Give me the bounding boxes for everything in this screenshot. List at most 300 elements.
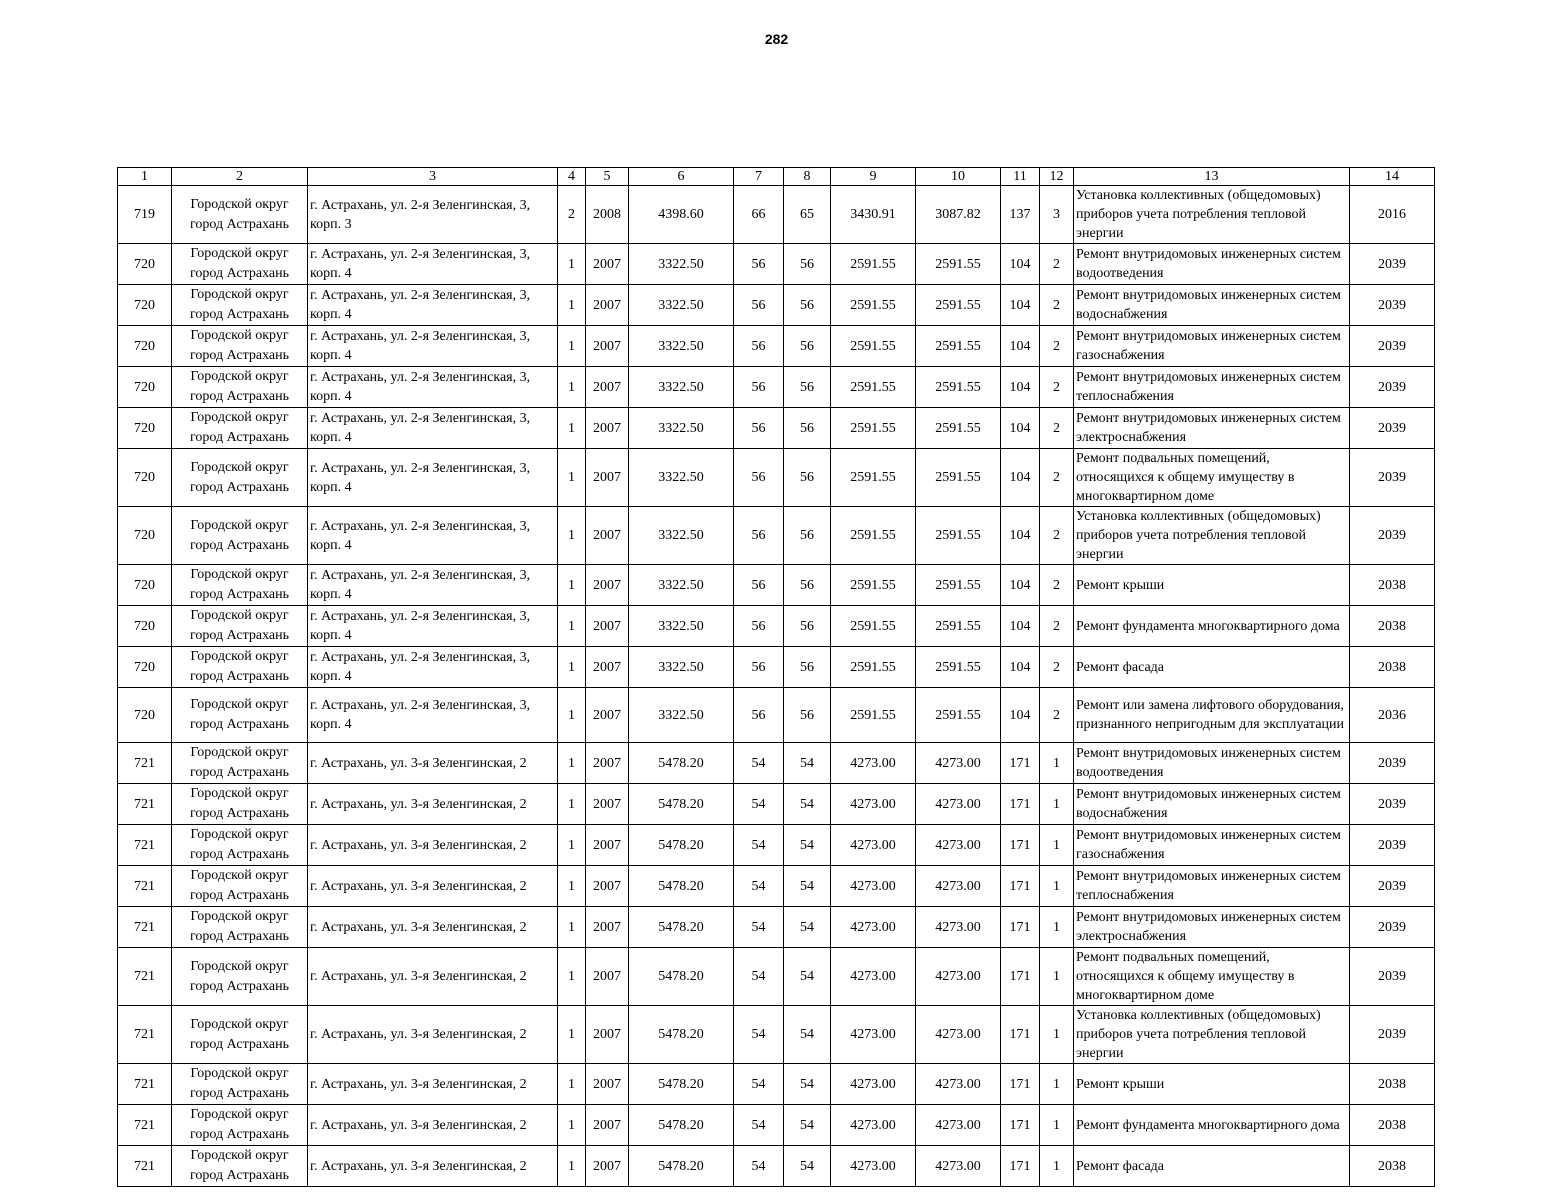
address-cell: г. Астрахань, ул. 2-я Зеленгинская, 3, корп. 4: [308, 647, 558, 688]
work-type-cell: Ремонт внутридомовых инженерных систем водоотведения: [1074, 743, 1350, 784]
work-type-cell: Ремонт фасада: [1074, 1146, 1350, 1187]
col9-cell: 4273.00: [831, 743, 916, 784]
table-row: [118, 244, 1435, 285]
col7-cell: 56: [734, 244, 784, 285]
col11-cell: 104: [1001, 326, 1040, 367]
row-number-cell: 719: [118, 186, 172, 244]
work-type-cell: Ремонт фундамента многоквартирного дома: [1074, 606, 1350, 647]
col7-cell: 54: [734, 1006, 784, 1064]
address-cell: г. Астрахань, ул. 2-я Зеленгинская, 3, корп. 4: [308, 688, 558, 743]
col12-cell: 1: [1040, 907, 1074, 948]
col12-cell: 1: [1040, 825, 1074, 866]
municipality-cell: Городской округ город Астрахань: [172, 186, 308, 244]
col12-cell: 2: [1040, 408, 1074, 449]
col4-cell: 1: [558, 825, 586, 866]
col12-cell: 2: [1040, 688, 1074, 743]
page-number: 282: [764, 31, 789, 47]
year-cell: 2007: [586, 866, 629, 907]
col7-cell: 54: [734, 784, 784, 825]
work-type-cell: Ремонт крыши: [1074, 565, 1350, 606]
year-cell: 2007: [586, 647, 629, 688]
col8-cell: 56: [784, 606, 831, 647]
total-area-cell: 3322.50: [629, 565, 734, 606]
table-row: [118, 565, 1435, 606]
header-cell: 8: [784, 168, 831, 186]
address-cell: г. Астрахань, ул. 2-я Зеленгинская, 3, корп. 4: [308, 285, 558, 326]
header-cell: 10: [916, 168, 1001, 186]
col7-cell: 56: [734, 565, 784, 606]
header-cell: 4: [558, 168, 586, 186]
col8-cell: 54: [784, 825, 831, 866]
row-number-cell: 721: [118, 907, 172, 948]
col10-cell: 4273.00: [916, 1006, 1001, 1064]
row-number-cell: 720: [118, 285, 172, 326]
col8-cell: 54: [784, 1105, 831, 1146]
row-number-cell: 720: [118, 449, 172, 507]
col7-cell: 56: [734, 647, 784, 688]
address-cell: г. Астрахань, ул. 3-я Зеленгинская, 2: [308, 866, 558, 907]
table-row: [118, 507, 1435, 565]
col4-cell: 1: [558, 565, 586, 606]
table-row: [118, 825, 1435, 866]
planned-year-cell: 2039: [1350, 507, 1435, 565]
col10-cell: 4273.00: [916, 907, 1001, 948]
col4-cell: 1: [558, 507, 586, 565]
col4-cell: 1: [558, 907, 586, 948]
col4-cell: 1: [558, 1105, 586, 1146]
work-type-cell: Ремонт крыши: [1074, 1064, 1350, 1105]
address-cell: г. Астрахань, ул. 3-я Зеленгинская, 2: [308, 743, 558, 784]
col12-cell: 2: [1040, 449, 1074, 507]
year-cell: 2007: [586, 285, 629, 326]
col10-cell: 2591.55: [916, 688, 1001, 743]
municipality-cell: Городской округ город Астрахань: [172, 285, 308, 326]
col12-cell: 1: [1040, 743, 1074, 784]
work-type-cell: Ремонт внутридомовых инженерных систем теплоснабжения: [1074, 367, 1350, 408]
address-cell: г. Астрахань, ул. 3-я Зеленгинская, 2: [308, 784, 558, 825]
col11-cell: 171: [1001, 866, 1040, 907]
col7-cell: 56: [734, 408, 784, 449]
planned-year-cell: 2038: [1350, 1064, 1435, 1105]
planned-year-cell: 2038: [1350, 647, 1435, 688]
col11-cell: 104: [1001, 688, 1040, 743]
col7-cell: 54: [734, 743, 784, 784]
total-area-cell: 3322.50: [629, 647, 734, 688]
work-type-cell: Установка коллективных (общедомовых) приборов учета потребления тепловой энергии: [1074, 186, 1350, 244]
col12-cell: 1: [1040, 1064, 1074, 1105]
col9-cell: 2591.55: [831, 688, 916, 743]
municipality-cell: Городской округ город Астрахань: [172, 244, 308, 285]
col8-cell: 54: [784, 1006, 831, 1064]
work-type-cell: Ремонт внутридомовых инженерных систем водоснабжения: [1074, 784, 1350, 825]
year-cell: 2007: [586, 1064, 629, 1105]
col7-cell: 56: [734, 688, 784, 743]
col4-cell: 1: [558, 606, 586, 647]
municipality-cell: Городской округ город Астрахань: [172, 784, 308, 825]
municipality-cell: Городской округ город Астрахань: [172, 606, 308, 647]
total-area-cell: 5478.20: [629, 1105, 734, 1146]
col8-cell: 54: [784, 743, 831, 784]
col7-cell: 54: [734, 1064, 784, 1105]
year-cell: 2007: [586, 743, 629, 784]
row-number-cell: 720: [118, 326, 172, 367]
col8-cell: 65: [784, 186, 831, 244]
col11-cell: 104: [1001, 565, 1040, 606]
total-area-cell: 5478.20: [629, 1006, 734, 1064]
col4-cell: 1: [558, 866, 586, 907]
col4-cell: 1: [558, 948, 586, 1006]
col9-cell: 4273.00: [831, 866, 916, 907]
col7-cell: 56: [734, 285, 784, 326]
address-cell: г. Астрахань, ул. 2-я Зеленгинская, 3, корп. 4: [308, 244, 558, 285]
work-type-cell: Ремонт внутридомовых инженерных систем газоснабжения: [1074, 326, 1350, 367]
header-cell: 11: [1001, 168, 1040, 186]
col9-cell: 3430.91: [831, 186, 916, 244]
work-type-cell: Ремонт внутридомовых инженерных систем водоснабжения: [1074, 285, 1350, 326]
col10-cell: 2591.55: [916, 606, 1001, 647]
col11-cell: 137: [1001, 186, 1040, 244]
year-cell: 2007: [586, 784, 629, 825]
col11-cell: 104: [1001, 606, 1040, 647]
col8-cell: 56: [784, 647, 831, 688]
table-row: [118, 326, 1435, 367]
total-area-cell: 3322.50: [629, 408, 734, 449]
planned-year-cell: 2039: [1350, 948, 1435, 1006]
col9-cell: 2591.55: [831, 367, 916, 408]
planned-year-cell: 2038: [1350, 1146, 1435, 1187]
col8-cell: 56: [784, 507, 831, 565]
planned-year-cell: 2039: [1350, 907, 1435, 948]
table-row: [118, 948, 1435, 1006]
year-cell: 2007: [586, 565, 629, 606]
col12-cell: 2: [1040, 367, 1074, 408]
municipality-cell: Городской округ город Астрахань: [172, 1105, 308, 1146]
col8-cell: 56: [784, 244, 831, 285]
col4-cell: 1: [558, 408, 586, 449]
work-type-cell: Ремонт внутридомовых инженерных систем теплоснабжения: [1074, 866, 1350, 907]
col9-cell: 2591.55: [831, 326, 916, 367]
col9-cell: 2591.55: [831, 244, 916, 285]
address-cell: г. Астрахань, ул. 2-я Зеленгинская, 3, корп. 4: [308, 367, 558, 408]
col12-cell: 1: [1040, 866, 1074, 907]
col4-cell: 1: [558, 784, 586, 825]
col10-cell: 2591.55: [916, 565, 1001, 606]
col12-cell: 2: [1040, 647, 1074, 688]
row-number-cell: 720: [118, 507, 172, 565]
total-area-cell: 3322.50: [629, 326, 734, 367]
row-number-cell: 721: [118, 784, 172, 825]
table-row: [118, 606, 1435, 647]
table-row: [118, 285, 1435, 326]
col11-cell: 171: [1001, 907, 1040, 948]
address-cell: г. Астрахань, ул. 2-я Зеленгинская, 3, корп. 4: [308, 326, 558, 367]
municipality-cell: Городской округ город Астрахань: [172, 367, 308, 408]
col10-cell: 4273.00: [916, 866, 1001, 907]
table-row: [118, 367, 1435, 408]
col9-cell: 4273.00: [831, 1146, 916, 1187]
work-type-cell: Ремонт внутридомовых инженерных систем электроснабжения: [1074, 907, 1350, 948]
col10-cell: 2591.55: [916, 449, 1001, 507]
table-row: [118, 907, 1435, 948]
work-type-cell: Ремонт фундамента многоквартирного дома: [1074, 1105, 1350, 1146]
planned-year-cell: 2039: [1350, 825, 1435, 866]
col7-cell: 56: [734, 449, 784, 507]
table-row: [118, 784, 1435, 825]
col8-cell: 54: [784, 948, 831, 1006]
col8-cell: 54: [784, 907, 831, 948]
col4-cell: 1: [558, 1064, 586, 1105]
work-type-cell: Ремонт подвальных помещений, относящихся к общему имуществу в многоквартирном доме: [1074, 449, 1350, 507]
total-area-cell: 3322.50: [629, 367, 734, 408]
address-cell: г. Астрахань, ул. 3-я Зеленгинская, 2: [308, 948, 558, 1006]
col10-cell: 2591.55: [916, 647, 1001, 688]
col9-cell: 2591.55: [831, 647, 916, 688]
col12-cell: 2: [1040, 565, 1074, 606]
col10-cell: 2591.55: [916, 507, 1001, 565]
work-type-cell: Установка коллективных (общедомовых) приборов учета потребления тепловой энергии: [1074, 507, 1350, 565]
table-row: [118, 1064, 1435, 1105]
col9-cell: 4273.00: [831, 1006, 916, 1064]
col4-cell: 1: [558, 367, 586, 408]
col9-cell: 4273.00: [831, 907, 916, 948]
municipality-cell: Городской округ город Астрахань: [172, 907, 308, 948]
col8-cell: 56: [784, 565, 831, 606]
col11-cell: 104: [1001, 285, 1040, 326]
header-row: [118, 168, 1435, 186]
col12-cell: 2: [1040, 507, 1074, 565]
work-type-cell: Ремонт внутридомовых инженерных систем электроснабжения: [1074, 408, 1350, 449]
col7-cell: 54: [734, 1105, 784, 1146]
header-cell: 12: [1040, 168, 1074, 186]
year-cell: 2007: [586, 244, 629, 285]
col11-cell: 171: [1001, 1105, 1040, 1146]
col10-cell: 4273.00: [916, 784, 1001, 825]
planned-year-cell: 2036: [1350, 688, 1435, 743]
col7-cell: 56: [734, 367, 784, 408]
row-number-cell: 721: [118, 1064, 172, 1105]
col10-cell: 4273.00: [916, 743, 1001, 784]
year-cell: 2007: [586, 367, 629, 408]
municipality-cell: Городской округ город Астрахань: [172, 688, 308, 743]
col10-cell: 4273.00: [916, 825, 1001, 866]
col10-cell: 2591.55: [916, 285, 1001, 326]
work-type-cell: Ремонт подвальных помещений, относящихся к общему имуществу в многоквартирном доме: [1074, 948, 1350, 1006]
col11-cell: 171: [1001, 743, 1040, 784]
address-cell: г. Астрахань, ул. 3-я Зеленгинская, 2: [308, 1006, 558, 1064]
header-cell: 13: [1074, 168, 1350, 186]
planned-year-cell: 2038: [1350, 565, 1435, 606]
col4-cell: 1: [558, 449, 586, 507]
col11-cell: 171: [1001, 1146, 1040, 1187]
col12-cell: 3: [1040, 186, 1074, 244]
col4-cell: 1: [558, 1146, 586, 1187]
total-area-cell: 5478.20: [629, 743, 734, 784]
address-cell: г. Астрахань, ул. 2-я Зеленгинская, 3, корп. 3: [308, 186, 558, 244]
table-row: [118, 449, 1435, 507]
planned-year-cell: 2039: [1350, 743, 1435, 784]
work-type-cell: Ремонт фасада: [1074, 647, 1350, 688]
year-cell: 2008: [586, 186, 629, 244]
header-cell: 2: [172, 168, 308, 186]
municipality-cell: Городской округ город Астрахань: [172, 825, 308, 866]
header-cell: 7: [734, 168, 784, 186]
year-cell: 2007: [586, 1105, 629, 1146]
col8-cell: 56: [784, 285, 831, 326]
address-cell: г. Астрахань, ул. 2-я Зеленгинская, 3, корп. 4: [308, 408, 558, 449]
municipality-cell: Городской округ город Астрахань: [172, 507, 308, 565]
col4-cell: 1: [558, 244, 586, 285]
total-area-cell: 3322.50: [629, 285, 734, 326]
address-cell: г. Астрахань, ул. 3-я Зеленгинская, 2: [308, 1064, 558, 1105]
table-row: [118, 743, 1435, 784]
col8-cell: 56: [784, 408, 831, 449]
col11-cell: 104: [1001, 408, 1040, 449]
municipality-cell: Городской округ город Астрахань: [172, 647, 308, 688]
planned-year-cell: 2039: [1350, 285, 1435, 326]
planned-year-cell: 2039: [1350, 1006, 1435, 1064]
col4-cell: 1: [558, 326, 586, 367]
row-number-cell: 721: [118, 948, 172, 1006]
col7-cell: 56: [734, 606, 784, 647]
col12-cell: 1: [1040, 948, 1074, 1006]
col10-cell: 4273.00: [916, 1064, 1001, 1105]
total-area-cell: 3322.50: [629, 507, 734, 565]
col7-cell: 54: [734, 948, 784, 1006]
address-cell: г. Астрахань, ул. 3-я Зеленгинская, 2: [308, 907, 558, 948]
col9-cell: 4273.00: [831, 1105, 916, 1146]
row-number-cell: 721: [118, 866, 172, 907]
total-area-cell: 5478.20: [629, 825, 734, 866]
work-type-cell: Ремонт или замена лифтового оборудования, признанного непригодным для эксплуатации: [1074, 688, 1350, 743]
col4-cell: 2: [558, 186, 586, 244]
col12-cell: 2: [1040, 285, 1074, 326]
header-cell: 6: [629, 168, 734, 186]
header-cell: 5: [586, 168, 629, 186]
col11-cell: 104: [1001, 449, 1040, 507]
year-cell: 2007: [586, 1006, 629, 1064]
planned-year-cell: 2038: [1350, 606, 1435, 647]
row-number-cell: 720: [118, 244, 172, 285]
row-number-cell: 720: [118, 367, 172, 408]
work-type-cell: Ремонт внутридомовых инженерных систем газоснабжения: [1074, 825, 1350, 866]
planned-year-cell: 2039: [1350, 367, 1435, 408]
col10-cell: 2591.55: [916, 408, 1001, 449]
year-cell: 2007: [586, 507, 629, 565]
col7-cell: 56: [734, 326, 784, 367]
table-row: [118, 408, 1435, 449]
col8-cell: 56: [784, 326, 831, 367]
col9-cell: 2591.55: [831, 606, 916, 647]
table-row: [118, 1146, 1435, 1187]
municipality-cell: Городской округ город Астрахань: [172, 326, 308, 367]
row-number-cell: 720: [118, 606, 172, 647]
col12-cell: 2: [1040, 606, 1074, 647]
total-area-cell: 3322.50: [629, 244, 734, 285]
total-area-cell: 5478.20: [629, 948, 734, 1006]
col12-cell: 1: [1040, 1105, 1074, 1146]
total-area-cell: 3322.50: [629, 606, 734, 647]
table-row: [118, 688, 1435, 743]
address-cell: г. Астрахань, ул. 2-я Зеленгинская, 3, корп. 4: [308, 449, 558, 507]
col11-cell: 171: [1001, 948, 1040, 1006]
col8-cell: 56: [784, 449, 831, 507]
total-area-cell: 5478.20: [629, 907, 734, 948]
address-cell: г. Астрахань, ул. 3-я Зеленгинская, 2: [308, 1105, 558, 1146]
col7-cell: 54: [734, 825, 784, 866]
col12-cell: 2: [1040, 326, 1074, 367]
col7-cell: 54: [734, 907, 784, 948]
header-cell: 14: [1350, 168, 1435, 186]
planned-year-cell: 2039: [1350, 244, 1435, 285]
year-cell: 2007: [586, 606, 629, 647]
address-cell: г. Астрахань, ул. 2-я Зеленгинская, 3, корп. 4: [308, 606, 558, 647]
row-number-cell: 721: [118, 1146, 172, 1187]
table-row: [118, 647, 1435, 688]
work-type-cell: Установка коллективных (общедомовых) приборов учета потребления тепловой энергии: [1074, 1006, 1350, 1064]
address-cell: г. Астрахань, ул. 2-я Зеленгинская, 3, корп. 4: [308, 565, 558, 606]
col7-cell: 54: [734, 866, 784, 907]
year-cell: 2007: [586, 408, 629, 449]
header-cell: 3: [308, 168, 558, 186]
work-type-cell: Ремонт внутридомовых инженерных систем водоотведения: [1074, 244, 1350, 285]
row-number-cell: 721: [118, 825, 172, 866]
col11-cell: 104: [1001, 367, 1040, 408]
municipality-cell: Городской округ город Астрахань: [172, 743, 308, 784]
col8-cell: 56: [784, 367, 831, 408]
total-area-cell: 3322.50: [629, 449, 734, 507]
address-cell: г. Астрахань, ул. 2-я Зеленгинская, 3, корп. 4: [308, 507, 558, 565]
header-cell: 1: [118, 168, 172, 186]
capital-repair-table: [117, 167, 1435, 1187]
header-cell: 9: [831, 168, 916, 186]
table-row: [118, 186, 1435, 244]
row-number-cell: 720: [118, 688, 172, 743]
col10-cell: 4273.00: [916, 1146, 1001, 1187]
year-cell: 2007: [586, 948, 629, 1006]
col8-cell: 56: [784, 688, 831, 743]
year-cell: 2007: [586, 907, 629, 948]
total-area-cell: 5478.20: [629, 1064, 734, 1105]
col10-cell: 4273.00: [916, 948, 1001, 1006]
table-row: [118, 1105, 1435, 1146]
col9-cell: 4273.00: [831, 825, 916, 866]
municipality-cell: Городской округ город Астрахань: [172, 408, 308, 449]
col12-cell: 2: [1040, 244, 1074, 285]
year-cell: 2007: [586, 688, 629, 743]
col11-cell: 104: [1001, 647, 1040, 688]
col4-cell: 1: [558, 1006, 586, 1064]
col7-cell: 54: [734, 1146, 784, 1187]
col11-cell: 104: [1001, 507, 1040, 565]
year-cell: 2007: [586, 825, 629, 866]
col11-cell: 171: [1001, 1006, 1040, 1064]
col10-cell: 3087.82: [916, 186, 1001, 244]
col4-cell: 1: [558, 688, 586, 743]
municipality-cell: Городской округ город Астрахань: [172, 449, 308, 507]
col8-cell: 54: [784, 784, 831, 825]
total-area-cell: 5478.20: [629, 1146, 734, 1187]
col9-cell: 2591.55: [831, 507, 916, 565]
planned-year-cell: 2039: [1350, 449, 1435, 507]
year-cell: 2007: [586, 1146, 629, 1187]
col11-cell: 171: [1001, 825, 1040, 866]
col7-cell: 56: [734, 507, 784, 565]
year-cell: 2007: [586, 326, 629, 367]
col7-cell: 66: [734, 186, 784, 244]
col12-cell: 1: [1040, 784, 1074, 825]
col9-cell: 2591.55: [831, 449, 916, 507]
planned-year-cell: 2039: [1350, 326, 1435, 367]
